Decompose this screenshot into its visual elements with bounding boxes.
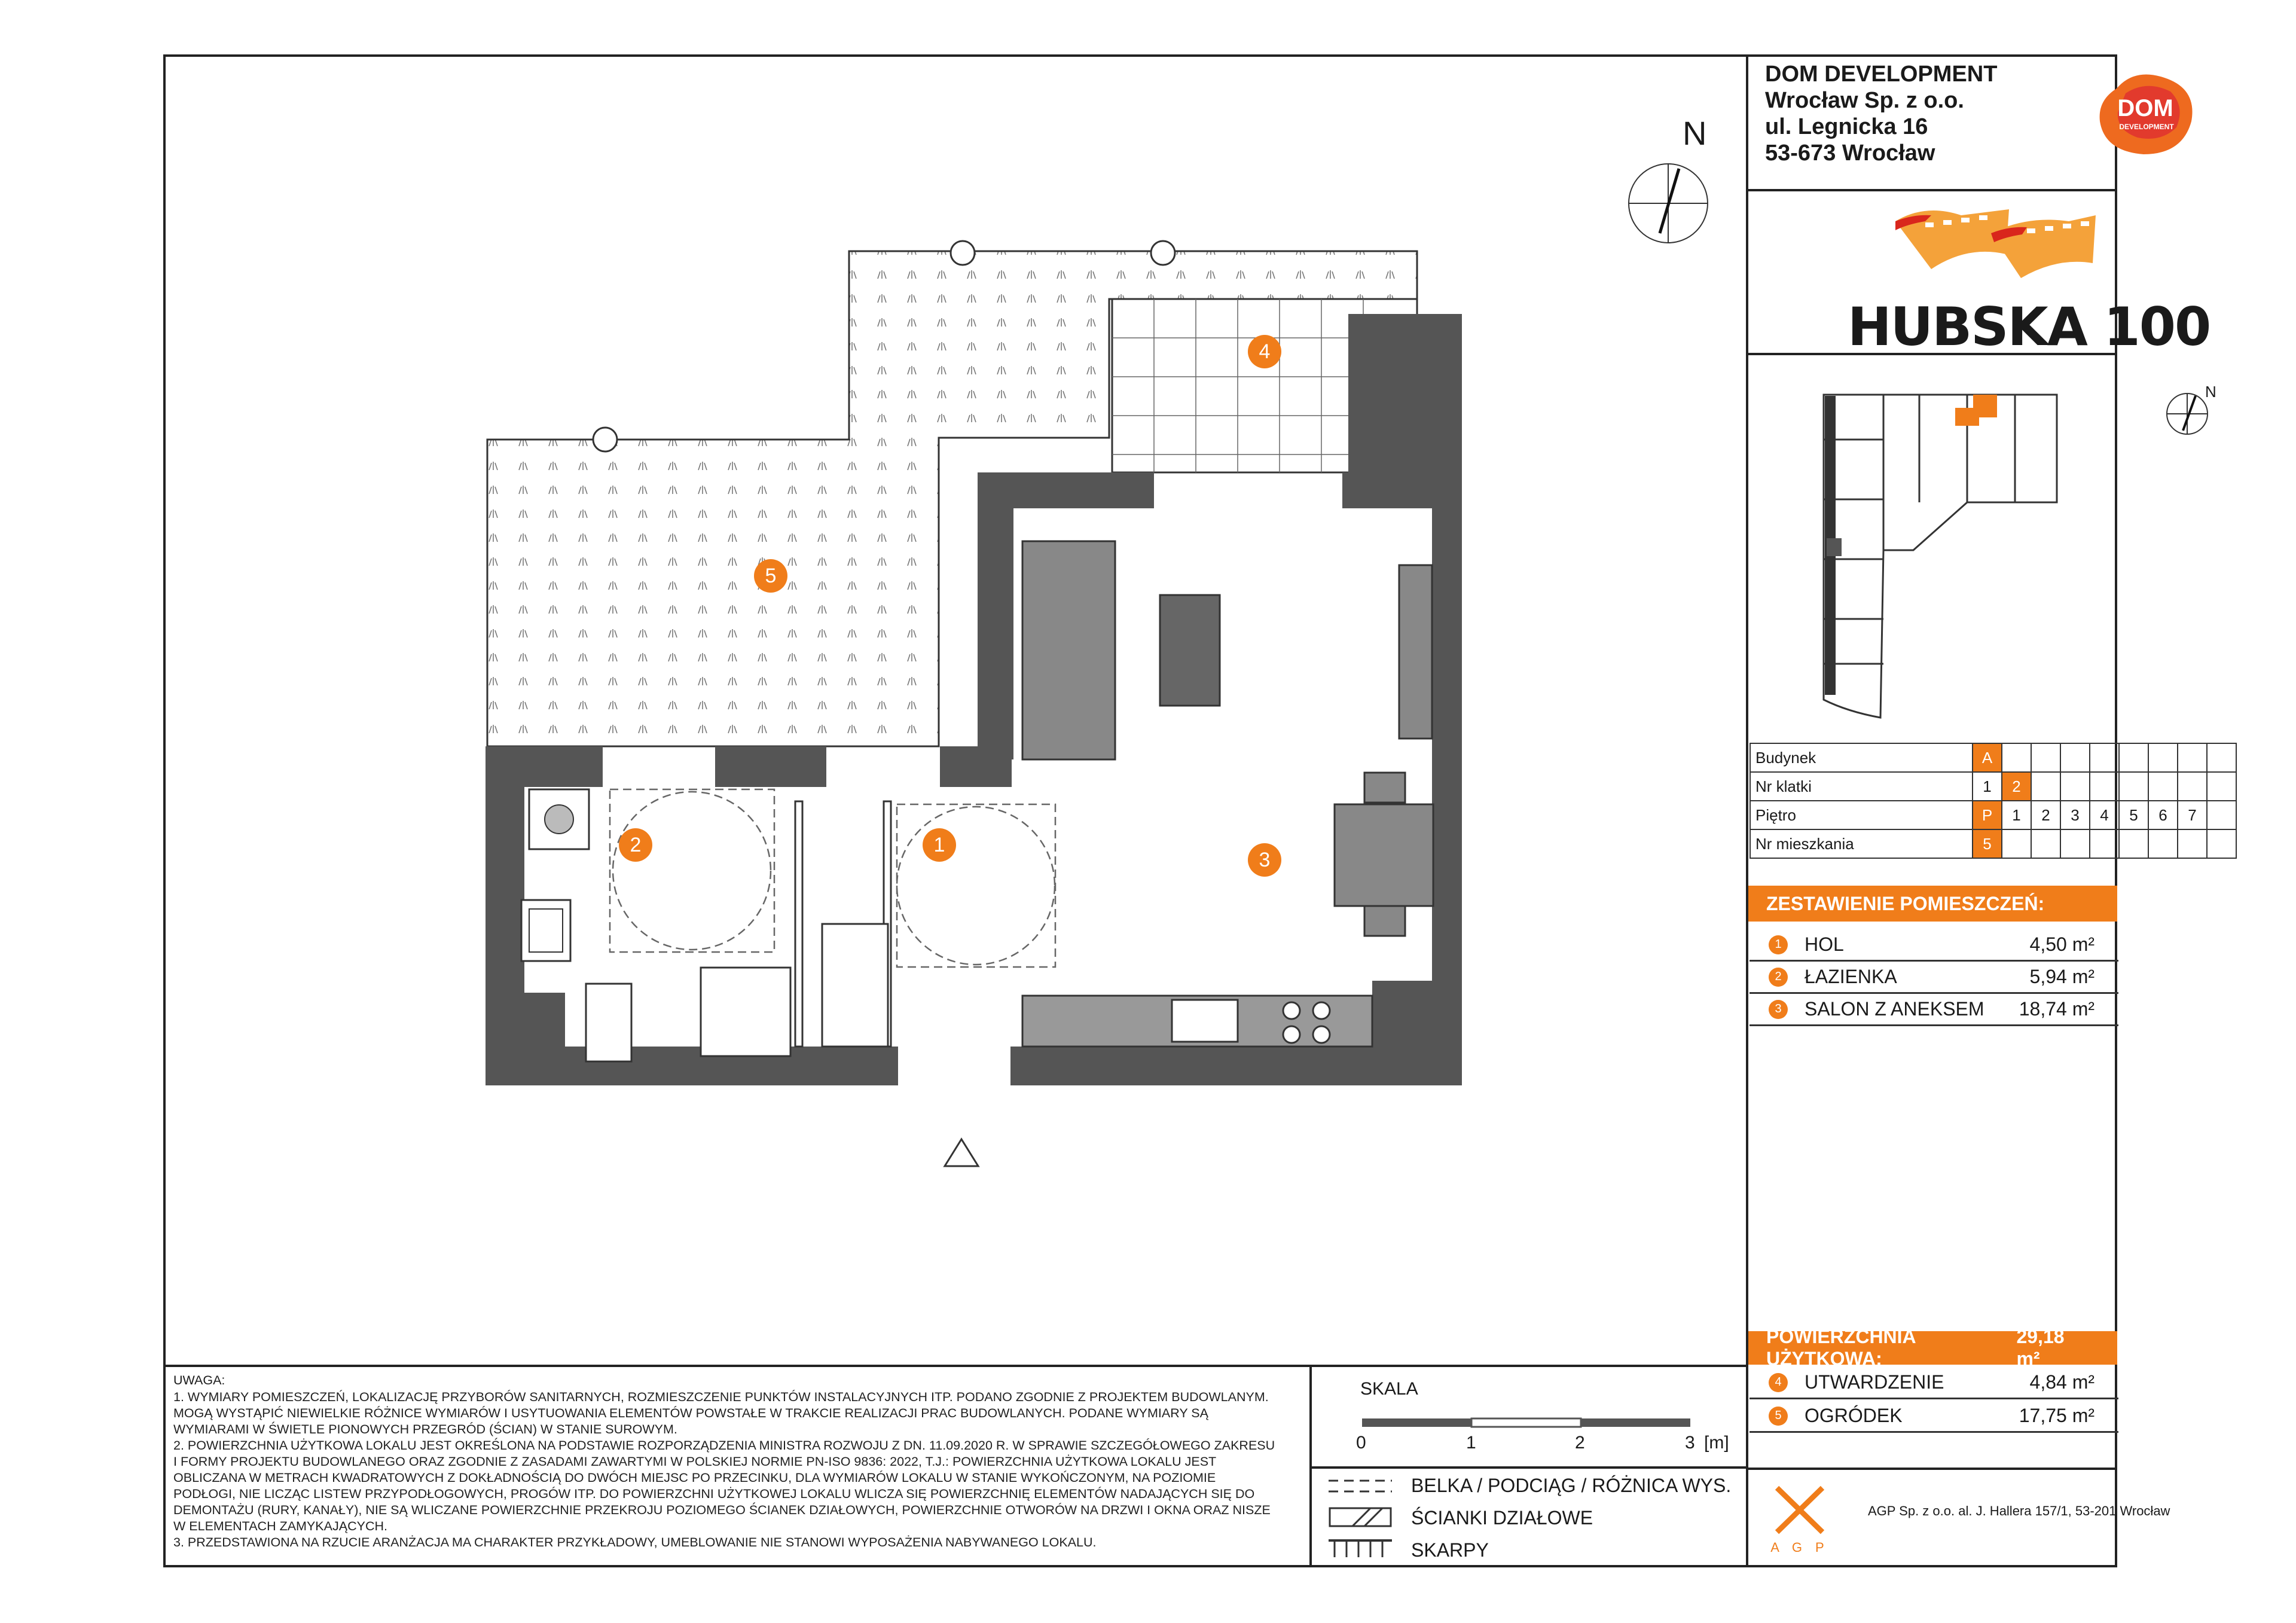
room-name: SALON Z ANEKSEM (1805, 998, 1984, 1020)
table-cell: 1 (1973, 772, 2002, 801)
company-divider (1746, 189, 2117, 191)
scale-bar (1362, 1417, 1691, 1429)
logo-text-dom: DOM (2117, 95, 2173, 121)
rooms-header-label: ZESTAWIENIE POMIESZCZEŃ: (1766, 892, 2045, 914)
table-cell: 3 (2060, 801, 2090, 829)
room-name: ŁAZIENKA (1805, 966, 1897, 987)
company-name: DOM DEVELOPMENT (1765, 62, 1998, 87)
notes-divider (163, 1365, 1748, 1367)
key-plan-north-label: N (2205, 383, 2216, 401)
plan-room-marker: 5 (754, 559, 787, 593)
company-line-4: 53-673 Wrocław (1765, 141, 1935, 166)
table-cell (2207, 801, 2236, 829)
notes-title: UWAGA: (173, 1373, 225, 1387)
table-row (1750, 829, 2236, 858)
north-label: N (1683, 114, 1707, 152)
room-number-badge: 1 (1769, 935, 1788, 954)
scale-tick: 2 (1575, 1433, 1585, 1453)
plan-room-marker: 3 (1248, 843, 1281, 877)
project-film-logo (1889, 197, 2105, 287)
agp-logo (1770, 1483, 1830, 1555)
table-cell: 7 (2178, 801, 2207, 829)
table-row (1750, 743, 2236, 772)
table-cell (2119, 829, 2148, 858)
table-cell (2060, 772, 2090, 801)
dom-development-logo (2093, 71, 2199, 160)
apartment-info-table (1750, 743, 2237, 859)
extra-area-row (1750, 1367, 2118, 1399)
table-row (1750, 772, 2236, 801)
room-number-badge: 5 (1769, 1407, 1788, 1426)
table-cell (2031, 743, 2060, 772)
table-cell (2090, 743, 2119, 772)
scale-tick: 0 (1356, 1433, 1366, 1453)
table-row (1750, 801, 2236, 829)
floor-plan (466, 227, 1483, 1184)
company-line-3: ul. Legnicka 16 (1765, 114, 1928, 139)
table-cell: 6 (2148, 801, 2178, 829)
table-cell (2090, 772, 2119, 801)
key-plan-compass (2162, 383, 2222, 443)
table-cell (2207, 829, 2236, 858)
extra-area-row (1750, 1401, 2118, 1433)
company-line-2: Wrocław Sp. z o.o. (1765, 88, 1964, 113)
room-name: HOL (1805, 933, 1844, 955)
table-cell (2119, 743, 2148, 772)
table-cell (2002, 743, 2031, 772)
room-number-badge: 4 (1769, 1373, 1788, 1392)
legend-label: ŚCIANKI DZIAŁOWE (1411, 1507, 1593, 1529)
table-cell (2178, 772, 2207, 801)
table-cell: 2 (2031, 801, 2060, 829)
table-cell: 2 (2002, 772, 2031, 801)
table-cell (2207, 743, 2236, 772)
table-cell: 1 (2002, 801, 2031, 829)
legend-label: SKARPY (1411, 1539, 1489, 1561)
room-row (1750, 994, 2118, 1026)
hatched-box-icon (1329, 1507, 1392, 1527)
usable-area-bar (1748, 1326, 2117, 1369)
table-cell (2178, 743, 2207, 772)
table-cell (2031, 829, 2060, 858)
legend-divider (1309, 1466, 1747, 1469)
table-cell (2148, 829, 2178, 858)
notes-text: 1. WYMIARY POMIESZCZEŃ, LOKALIZACJĘ PRZYBORÓW SANITARNYCH, ROZMIESZCZENIE PUNKTÓW INSTALACYJNYCH ITP. PODANO ZGODNIE Z PROJEKTEM BUDOWLANYM. MOGĄ WYSTĄPIĆ NIEWIELKIE RÓŻNICE WYMIARÓW I USYTUOWANIA ELEMENTÓW POWSTAŁE W TRAKCIE REALIZACJI PRAC BUDOWLANYCH. PODANE WYMIARY SĄ WYMIARAMI W ŚWIETLE PIONOWYCH PRZEGRÓD (ŚCIAN) W STANIE SUROWYM. 2. POWIERZCHNIA UŻYTKOWA LOKALU JEST OKREŚLONA NA PODSTAWIE ROZPORZĄDZENIA MINISTRA ROZWOJU Z DN. 11.09.2020 R. W SPRAWIE SZCZEGÓŁOWEGO ZAKRESU I FORMY PROJEKTU BUDOWLANEGO ORAZ ZGODNIE Z ZASADAMI ZAWARTYMI W POLSKIEJ NORMIE PN-ISO 9836: 2022, T.J.: POWIERZCHNIA UŻYTKOWA LOKALU JEST OBLICZANA W METRACH KWADRATOWYCH Z DOKŁADNOŚCIĄ DO DWÓCH MIEJSC PO PRZECINKU, DLA WYMIARÓW LOKALU W STANIE WYKOŃCZONYM, NA POZIOMIE PODŁOGI, NIE LICZĄC LISTEW PRZYPODŁOGOWYCH, PROGÓW ITP. DO POWIERZCHNI UŻYTKOWEJ LOKALU WLICZA SIĘ POWIERZCHNIĘ ELEMENTÓW NADAJĄCYCH SIĘ DO DEMONTAŻU (RURY, KANAŁY), NIE SĄ WLICZANE POWIERZCHNIE PRZEKROJU POZIOMEGO ŚCIANEK DZIAŁOWYCH, POWIERZCHNIE OTWORÓW NA DRZWI I OKNA ORAZ NISZE W ELEMENTACH ZAMYKAJĄCYCH. 3. PRZEDSTAWIONA NA RZUCIE ARANŻACJA MA CHARAKTER PRZYKŁADOWY, UMEBLOWANIE NIE STANOWI WYPOSAŻENIA NABYWANEGO LOKALU. (173, 1390, 1275, 1549)
usable-area-label: POWIERZCHNIA UŻYTKOWA: (1766, 1326, 1916, 1369)
logo-text-development: DEVELOPMENT (2119, 123, 2174, 131)
plan-room-marker: 4 (1248, 335, 1281, 368)
table-cell (2119, 772, 2148, 801)
table-cell (2148, 772, 2178, 801)
compass-rose (1626, 161, 1710, 245)
room-area: 5,94 m² (2029, 966, 2095, 987)
room-row (1750, 929, 2118, 962)
room-area: 4,50 m² (2029, 933, 2095, 955)
scale-title: SKALA (1360, 1379, 1418, 1399)
table-label-floor: Piętro (1750, 801, 1973, 829)
room-row (1750, 962, 2118, 994)
room-name: UTWARDZENIE (1805, 1371, 1944, 1393)
table-cell (2060, 743, 2090, 772)
dashed-lines-icon (1329, 1477, 1392, 1495)
table-cell (2090, 829, 2119, 858)
table-cell: 4 (2090, 801, 2119, 829)
rooms-header (1748, 886, 2117, 922)
agp-company-address: AGP Sp. z o.o. al. J. Hallera 157/1, 53-201 Wrocław (1868, 1503, 2170, 1518)
company-address (1765, 61, 1997, 166)
table-cell (2148, 743, 2178, 772)
key-plan (1776, 359, 2111, 724)
usable-area-value: 29,18 m² (2016, 1326, 2065, 1369)
table-label-staircase: Nr klatki (1750, 772, 1973, 801)
scale-unit: [m] (1704, 1433, 1729, 1453)
room-number-badge: 3 (1769, 1000, 1788, 1019)
table-cell (2060, 829, 2090, 858)
scale-tick: 3 (1685, 1433, 1695, 1453)
room-number-badge: 2 (1769, 968, 1788, 987)
table-cell (2002, 829, 2031, 858)
table-label-apartment-no: Nr mieszkania (1750, 829, 1973, 858)
scale-tick: 1 (1466, 1433, 1476, 1453)
table-cell: A (1973, 743, 2002, 772)
project-title: HUBSKA 100 (1848, 296, 2210, 358)
comb-lines-icon (1329, 1538, 1392, 1558)
table-cell (2178, 829, 2207, 858)
room-area: 17,75 m² (2019, 1405, 2095, 1426)
table-cell (2031, 772, 2060, 801)
table-cell: 5 (2119, 801, 2148, 829)
plan-room-marker: 1 (923, 828, 956, 862)
legend-label: BELKA / PODCIĄG / RÓŻNICA WYS. (1411, 1475, 1732, 1496)
room-name: OGRÓDEK (1805, 1405, 1903, 1426)
table-cell (2207, 772, 2236, 801)
plan-room-marker: 2 (619, 828, 652, 862)
agp-letters: A G P (1770, 1540, 1829, 1555)
table-cell: P (1973, 801, 2002, 829)
room-area: 18,74 m² (2019, 998, 2095, 1020)
room-area: 4,84 m² (2029, 1371, 2095, 1393)
agp-divider (1746, 1468, 2117, 1470)
table-label-building: Budynek (1750, 743, 1973, 772)
table-cell: 5 (1973, 829, 2002, 858)
